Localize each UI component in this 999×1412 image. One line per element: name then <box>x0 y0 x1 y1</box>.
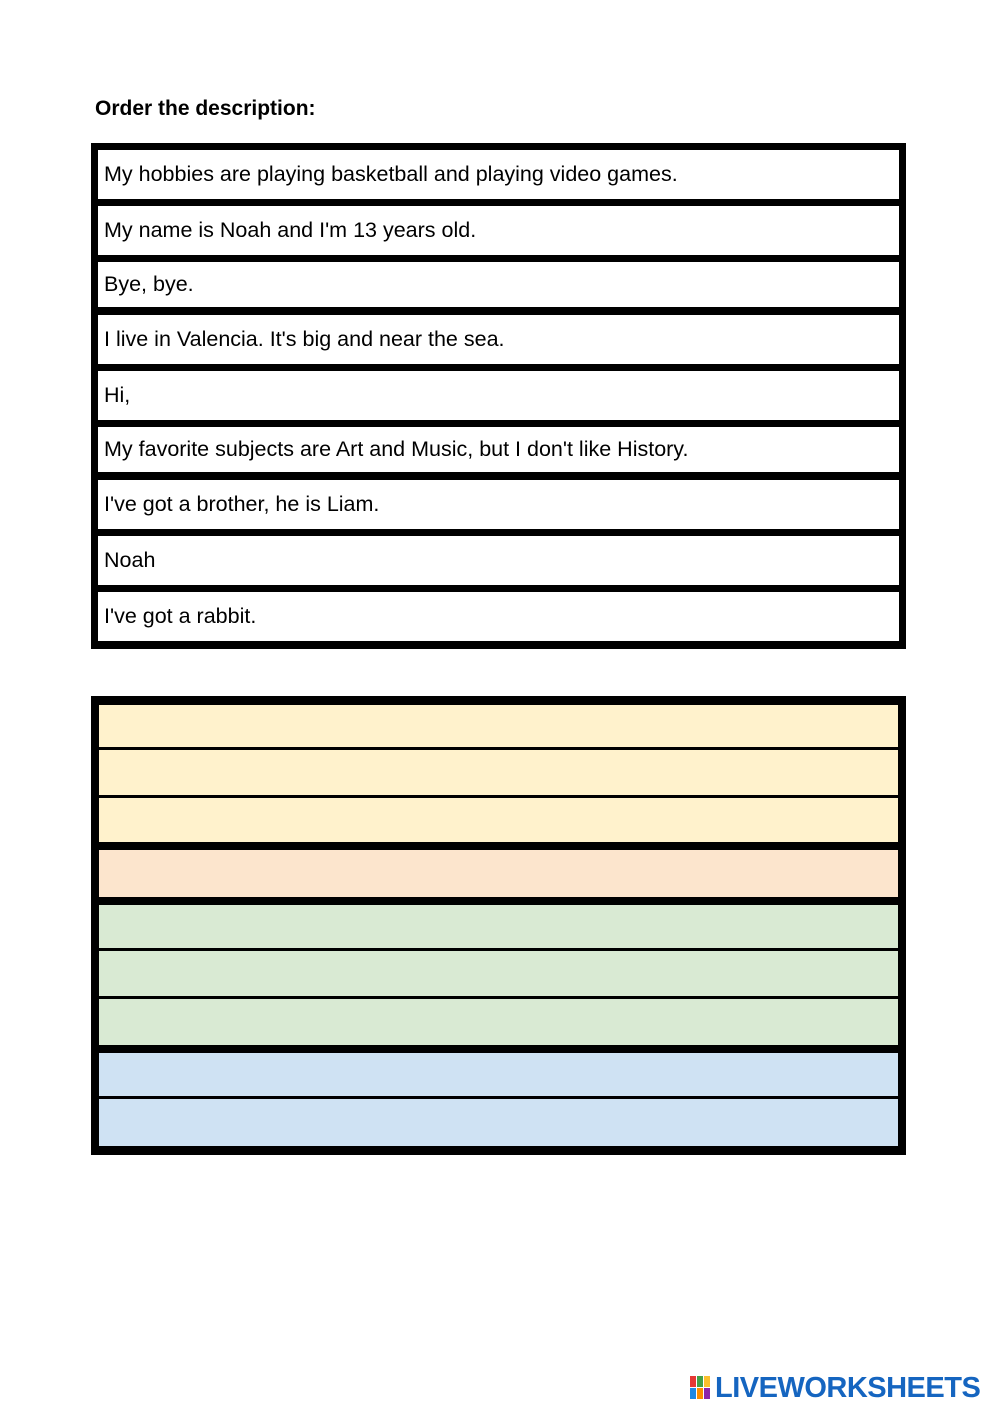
sentence-row-3[interactable]: Bye, bye. <box>98 262 899 307</box>
sentence-row-7[interactable]: I've got a brother, he is Liam. <box>98 480 899 529</box>
sentence-row-8[interactable]: Noah <box>98 536 899 585</box>
answer-table <box>91 696 906 1155</box>
liveworksheets-logo <box>690 1372 980 1404</box>
answer-row-2[interactable] <box>99 750 898 795</box>
sentence-row-1[interactable]: My hobbies are playing basketball and playing video games. <box>98 150 899 199</box>
answer-row-3[interactable] <box>99 798 898 842</box>
sentence-row-6[interactable]: My favorite subjects are Art and Music, but I don't like History. <box>98 427 899 472</box>
answer-row-7[interactable] <box>99 999 898 1045</box>
page-title: Order the description: <box>95 97 316 120</box>
answer-row-9[interactable] <box>99 1099 898 1146</box>
answer-row-5[interactable] <box>99 905 898 948</box>
answer-row-8[interactable] <box>99 1053 898 1096</box>
liveworksheets-logo-icon <box>690 1376 712 1400</box>
answer-row-4[interactable] <box>99 850 898 897</box>
answer-row-1[interactable] <box>99 705 898 747</box>
liveworksheets-logo-text: LIVEWORKSHEETS <box>715 1372 981 1404</box>
sentence-row-5[interactable]: Hi, <box>98 371 899 420</box>
sentence-row-9[interactable]: I've got a rabbit. <box>98 592 899 641</box>
sentence-row-4[interactable]: I live in Valencia. It's big and near the sea. <box>98 315 899 364</box>
sentence-table <box>91 143 906 649</box>
answer-row-6[interactable] <box>99 951 898 996</box>
sentence-row-2[interactable]: My name is Noah and I'm 13 years old. <box>98 206 899 255</box>
